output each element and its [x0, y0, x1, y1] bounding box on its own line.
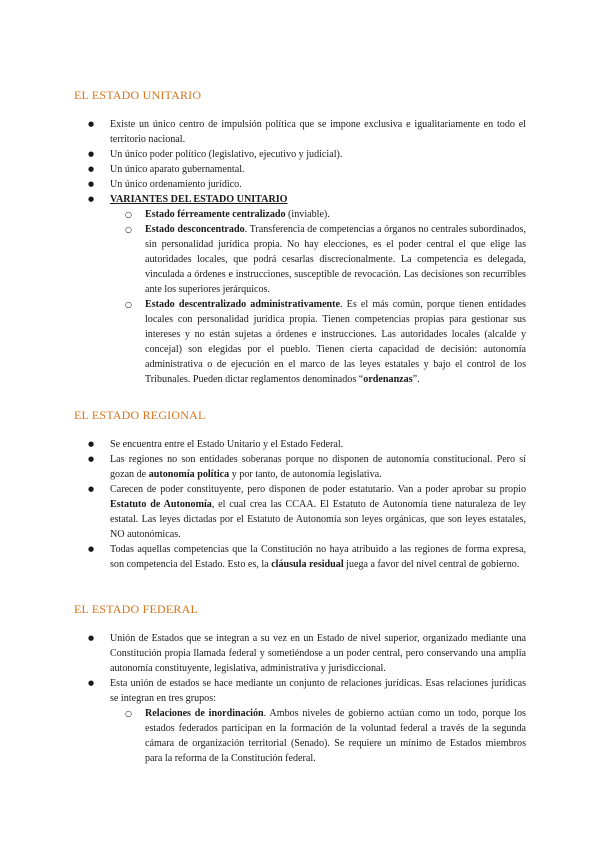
- list-item: ● Un único ordenamiento jurídico.: [110, 177, 526, 192]
- list-item: ● Las regiones no son entidades soberanas porque no disponen de autonomía constitucional. Pero sí gozan de autonomía política y por tanto, de autonomía legislativa.: [110, 452, 526, 482]
- relaciones-sublist: [110, 706, 526, 766]
- sublist-item: ○ Relaciones de inordinación. Ambos niveles de gobierno actúan como un todo, porque los estados federados participan en la formación de la voluntad federal a través de la segunda cámara de organización territorial (Senado). Se requiere un mínimo de Estados miembros para la reforma de la Constitución federal.: [145, 706, 526, 766]
- federal-list: [110, 631, 526, 766]
- list-item: ● Carecen de poder constituyente, pero disponen de poder estatutario. Van a poder aprobar su propio Estatuto de Autonomía, el cual crea las CCAA. El Estatuto de Autonomía tiene naturaleza de ley estatal. Las leyes dictadas por el Estatuto de Autonomía son leyes orgánicas, que son leyes estatales, NO autonómicas.: [110, 482, 526, 542]
- list-item: ● Un único aparato gubernamental.: [110, 162, 526, 177]
- list-item: ● Se encuentra entre el Estado Unitario y el Estado Federal.: [110, 437, 526, 452]
- list-item: ● Unión de Estados que se integran a su vez en un Estado de nivel superior, organizado mediante una Constitución propia llamada federal y sometiéndose a un poder central, pero conservando una amplia autonomía constituyente, legislativa, administrativa y jurisdiccional.: [110, 631, 526, 676]
- sublist-item: ○ Estado desconcentrado. Transferencia de competencias a órganos no centrales subordinados, sin personalidad jurídica propia. No hay elecciones, es el poder central el que elige las autoridades locales, que podrá cesarlas discrecionalmente. La competencia es delegada, vinculada a órdenes e instrucciones, susceptible de revocación. Las decisiones son recurribles ante los superiores jerárquicos.: [145, 222, 526, 297]
- regional-list: [110, 437, 526, 572]
- variantes-subheading: VARIANTES DEL ESTADO UNITARIO: [110, 194, 288, 205]
- unitario-list: [110, 117, 526, 387]
- list-item: ● Un único poder político (legislativo, ejecutivo y judicial).: [110, 147, 526, 162]
- section-heading-unitario: EL ESTADO UNITARIO: [74, 88, 202, 102]
- list-item-variantes: [110, 192, 526, 387]
- sublist-item: ○ Estado descentralizado administrativamente. Es el más común, porque tienen entidades locales con personalidad jurídica propia. Tienen competencias propias para gestionar sus intereses y no están sujetas a órdenes e instrucciones. Las autoridades locales (alcalde y concejal) son elegidas por el pueblo. Tienen cierta capacidad de decisión: autonomía administrativa o de ejecución en el marco de las leyes estatales y bajo el control de los Tribunales. Pueden dictar reglamentos denominados “ordenanzas”.: [145, 297, 526, 387]
- list-item: ● Todas aquellas competencias que la Constitución no haya atribuido a las regiones de forma expresa, son competencia del Estado. Esto es, la cláusula residual juega a favor del nivel central de gobierno.: [110, 542, 526, 572]
- variantes-sublist: [110, 207, 526, 387]
- list-item: ● Esta unión de estados se hace mediante un conjunto de relaciones jurídicas. Esas relaciones jurídicas se integran en tres grupos: ○ Relaciones de inordinación. Ambos niveles de gobierno actúan como un todo, porque los estados federados participan en la formación de la voluntad federal a través de la segunda cámara de organización territorial (Senado). Se requiere un mínimo de Estados miembros para la reforma de la Constitución federal.: [110, 676, 526, 766]
- list-item: ● Existe un único centro de impulsión política que se impone exclusiva e igualitariamente en todo el territorio nacional.: [110, 117, 526, 147]
- sublist-item: ○ Estado férreamente centralizado (inviable).: [145, 207, 526, 222]
- section-heading-federal: EL ESTADO FEDERAL: [74, 602, 198, 616]
- section-heading-regional: EL ESTADO REGIONAL: [74, 408, 206, 422]
